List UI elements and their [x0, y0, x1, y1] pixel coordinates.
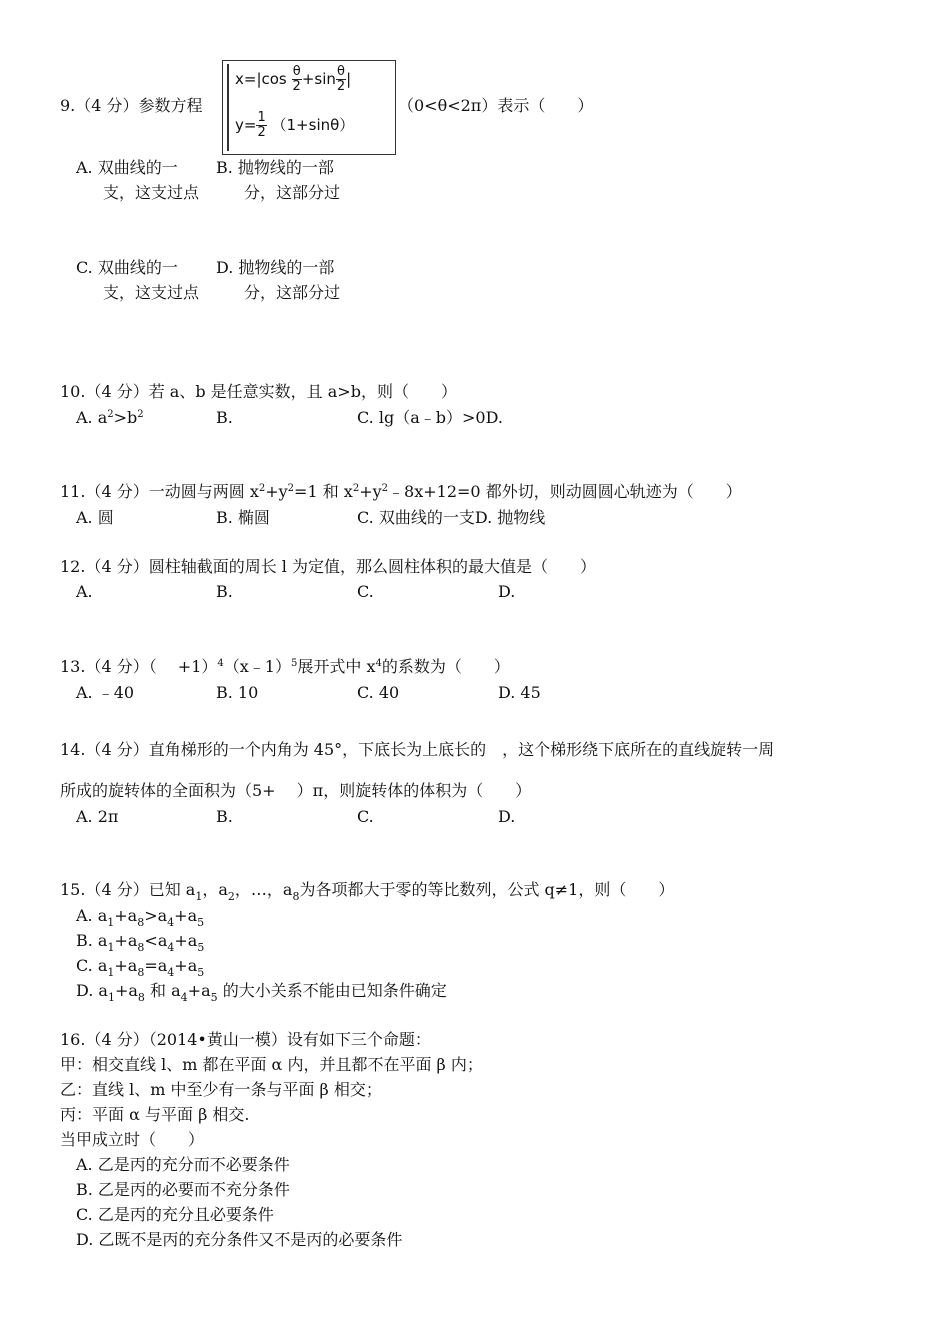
- superscript: 2: [258, 483, 266, 494]
- q11-option-b: B. 椭圆: [216, 508, 270, 527]
- text: ，a: [202, 880, 228, 899]
- subscript: 4: [167, 916, 175, 929]
- eq-x-part: +sin: [301, 70, 336, 88]
- subscript: 1: [107, 941, 115, 954]
- subscript: 5: [197, 966, 205, 979]
- q13-option-a: A. ﹣40: [76, 683, 135, 702]
- q14-stem-line2: 所成的旋转体的全面积为（5+ ）π，则旋转体的体积为（ ）: [60, 781, 532, 800]
- subscript: 1: [107, 966, 115, 979]
- superscript: 2: [107, 409, 114, 420]
- eq-x-part: x=|cos: [235, 70, 287, 88]
- frac-num: θ: [292, 64, 301, 79]
- text: =1 和 x: [294, 482, 353, 501]
- text: 展开式中 x: [297, 657, 376, 676]
- q14-option-c: C.: [357, 807, 374, 826]
- subscript: 8: [137, 966, 145, 979]
- q12-option-c: C.: [357, 582, 374, 601]
- q16-proposition-jia: 甲：相交直线 l、m 都在平面 α 内，并且都不在平面 β 内；: [60, 1055, 483, 1074]
- q13-option-b: B. 10: [216, 683, 259, 702]
- subscript: 5: [197, 941, 205, 954]
- q9-stem-start: 9.（4 分）参数方程: [60, 96, 203, 115]
- eq-x-fraction: [292, 65, 302, 94]
- text: >a: [144, 906, 168, 925]
- subscript: 4: [167, 966, 175, 979]
- text: <a: [144, 931, 168, 950]
- equation-y-line: [235, 111, 354, 140]
- q9-option-b-line1: B. 抛物线的一部: [216, 158, 334, 177]
- q14-option-b: B.: [216, 807, 233, 826]
- q14-stem-line1: 14.（4 分）直角梯形的一个内角为 45°，下底长为上底长的 ，这个梯形绕下底所在的直线旋转一周: [60, 740, 775, 759]
- eq-y-part: （1+sinθ）: [271, 116, 355, 134]
- superscript: 5: [290, 658, 298, 669]
- q16-option-a: A. 乙是丙的充分而不必要条件: [76, 1155, 290, 1174]
- superscript: 2: [287, 483, 295, 494]
- q11-option-a: A. 圆: [76, 508, 114, 527]
- q16-proposition-yi: 乙：直线 l、m 中至少有一条与平面 β 相交；: [60, 1080, 382, 1099]
- q9-stem-end: （0<θ<2π）表示（ ）: [398, 96, 594, 115]
- q10-option-b: B.: [216, 408, 233, 427]
- q9-option-d-line1: D. 抛物线的一部: [216, 258, 335, 277]
- q9-parametric-equation: [222, 60, 396, 155]
- q13-option-c: C. 40: [357, 683, 400, 702]
- text: ，…，a: [234, 880, 293, 899]
- q12-option-a: A.: [76, 582, 93, 601]
- text: A. a: [76, 408, 108, 427]
- text: +a: [114, 981, 138, 1000]
- eq-x-part: |: [346, 70, 352, 88]
- text: =a: [144, 956, 168, 975]
- q16-condition: 当甲成立时（ ）: [60, 1130, 205, 1149]
- q14-option-a: A. 2π: [76, 807, 119, 826]
- frac-den: 2: [336, 79, 346, 94]
- q12-stem: 12.（4 分）圆柱轴截面的周长 l 为定值，那么圆柱体积的最大值是（ ）: [60, 557, 597, 576]
- frac-den: 2: [292, 79, 301, 94]
- q11-stem: [60, 482, 742, 505]
- subscript: 8: [137, 916, 145, 929]
- text: 13.（4 分）（ +1）: [60, 657, 218, 676]
- text: +a: [187, 981, 211, 1000]
- text: +a: [114, 931, 138, 950]
- text: +y: [265, 482, 288, 501]
- superscript: 4: [217, 658, 224, 669]
- text: +a: [174, 931, 198, 950]
- text: 11.（4 分）一动圆与两圆: [60, 482, 245, 501]
- q16-option-d: D. 乙既不是丙的充分条件又不是丙的必要条件: [76, 1230, 403, 1249]
- text: B. a: [76, 931, 108, 950]
- superscript: 4: [375, 658, 382, 669]
- q16-proposition-bing: 丙：平面 α 与平面 β 相交.: [60, 1105, 250, 1124]
- q12-option-b: B.: [216, 582, 233, 601]
- q10-stem: 10.（4 分）若 a、b 是任意实数，且 a>b，则（ ）: [60, 382, 457, 401]
- eq-y-fraction: [256, 111, 266, 140]
- frac-num: θ: [337, 64, 345, 79]
- subscript: 1: [107, 916, 115, 929]
- superscript: 2: [137, 409, 144, 420]
- text: +a: [174, 906, 198, 925]
- q9-option-d-line2: 分，这部分过: [244, 283, 341, 302]
- text: 15.（4 分）已知 a: [60, 880, 196, 899]
- q9-option-c-line2: 支，这支过点: [103, 283, 200, 302]
- text: 和 a: [150, 981, 181, 1000]
- subscript: 4: [167, 941, 175, 954]
- q16-option-c: C. 乙是丙的充分且必要条件: [76, 1205, 274, 1224]
- q10-option-a: [76, 408, 144, 431]
- text: 的大小关系不能由已知条件确定: [222, 981, 447, 1000]
- text: D. a: [76, 981, 108, 1000]
- frac-num: 1: [257, 110, 266, 125]
- superscript: 2: [381, 483, 389, 494]
- q15-option-c: [76, 956, 204, 978]
- subscript: 1: [107, 991, 115, 1004]
- q9-option-c-line1: C. 双曲线的一: [76, 258, 178, 277]
- q14-option-d: D.: [498, 807, 516, 826]
- q15-stem: [60, 880, 674, 902]
- subscript: 5: [197, 916, 205, 929]
- subscript: 5: [210, 991, 218, 1004]
- subscript: 1: [195, 890, 203, 903]
- subscript: 8: [137, 991, 145, 1004]
- text: 为各项都大于零的等比数列，公式 q≠1，则（ ）: [299, 880, 675, 899]
- text: 的系数为（ ）: [381, 657, 510, 676]
- text: x: [249, 482, 259, 501]
- text: +a: [114, 956, 138, 975]
- text: A. a: [76, 906, 108, 925]
- eq-y-part: y=: [235, 116, 257, 134]
- q11-option-c: C. 双曲线的一支D. 抛物线: [357, 508, 546, 527]
- q13-stem: [60, 657, 510, 680]
- frac-den: 2: [257, 125, 266, 140]
- q9-option-b-line2: 分，这部分过: [244, 183, 341, 202]
- q9-option-a-line1: A. 双曲线的一: [76, 158, 178, 177]
- text: +y: [359, 482, 382, 501]
- text: ﹣8x+12=0 都外切，则动圆圆心轨迹为（ ）: [388, 482, 742, 501]
- q9-option-a-line2: 支，这支过点: [103, 183, 200, 202]
- q15-option-d: [76, 981, 447, 1003]
- text: +a: [114, 906, 138, 925]
- subscript: 2: [227, 890, 235, 903]
- q15-option-a: [76, 906, 204, 928]
- q13-option-d: D. 45: [498, 683, 541, 702]
- eq-x-fraction-2: [336, 65, 346, 94]
- q12-option-d: D.: [498, 582, 516, 601]
- text: C. a: [76, 956, 108, 975]
- subscript: 8: [137, 941, 145, 954]
- q16-stem: 16.（4 分）（2014•黄山一模）设有如下三个命题：: [60, 1030, 431, 1049]
- subscript: 8: [292, 890, 300, 903]
- text: +a: [174, 956, 198, 975]
- q16-option-b: B. 乙是丙的必要而不充分条件: [76, 1180, 290, 1199]
- q10-option-c: C. lg（a﹣b）>0D.: [357, 408, 503, 427]
- text: （x﹣1）: [223, 657, 291, 676]
- superscript: 2: [352, 483, 360, 494]
- subscript: 4: [180, 991, 188, 1004]
- equation-x-line: [235, 65, 351, 94]
- text: >b: [113, 408, 138, 427]
- q15-option-b: [76, 931, 204, 953]
